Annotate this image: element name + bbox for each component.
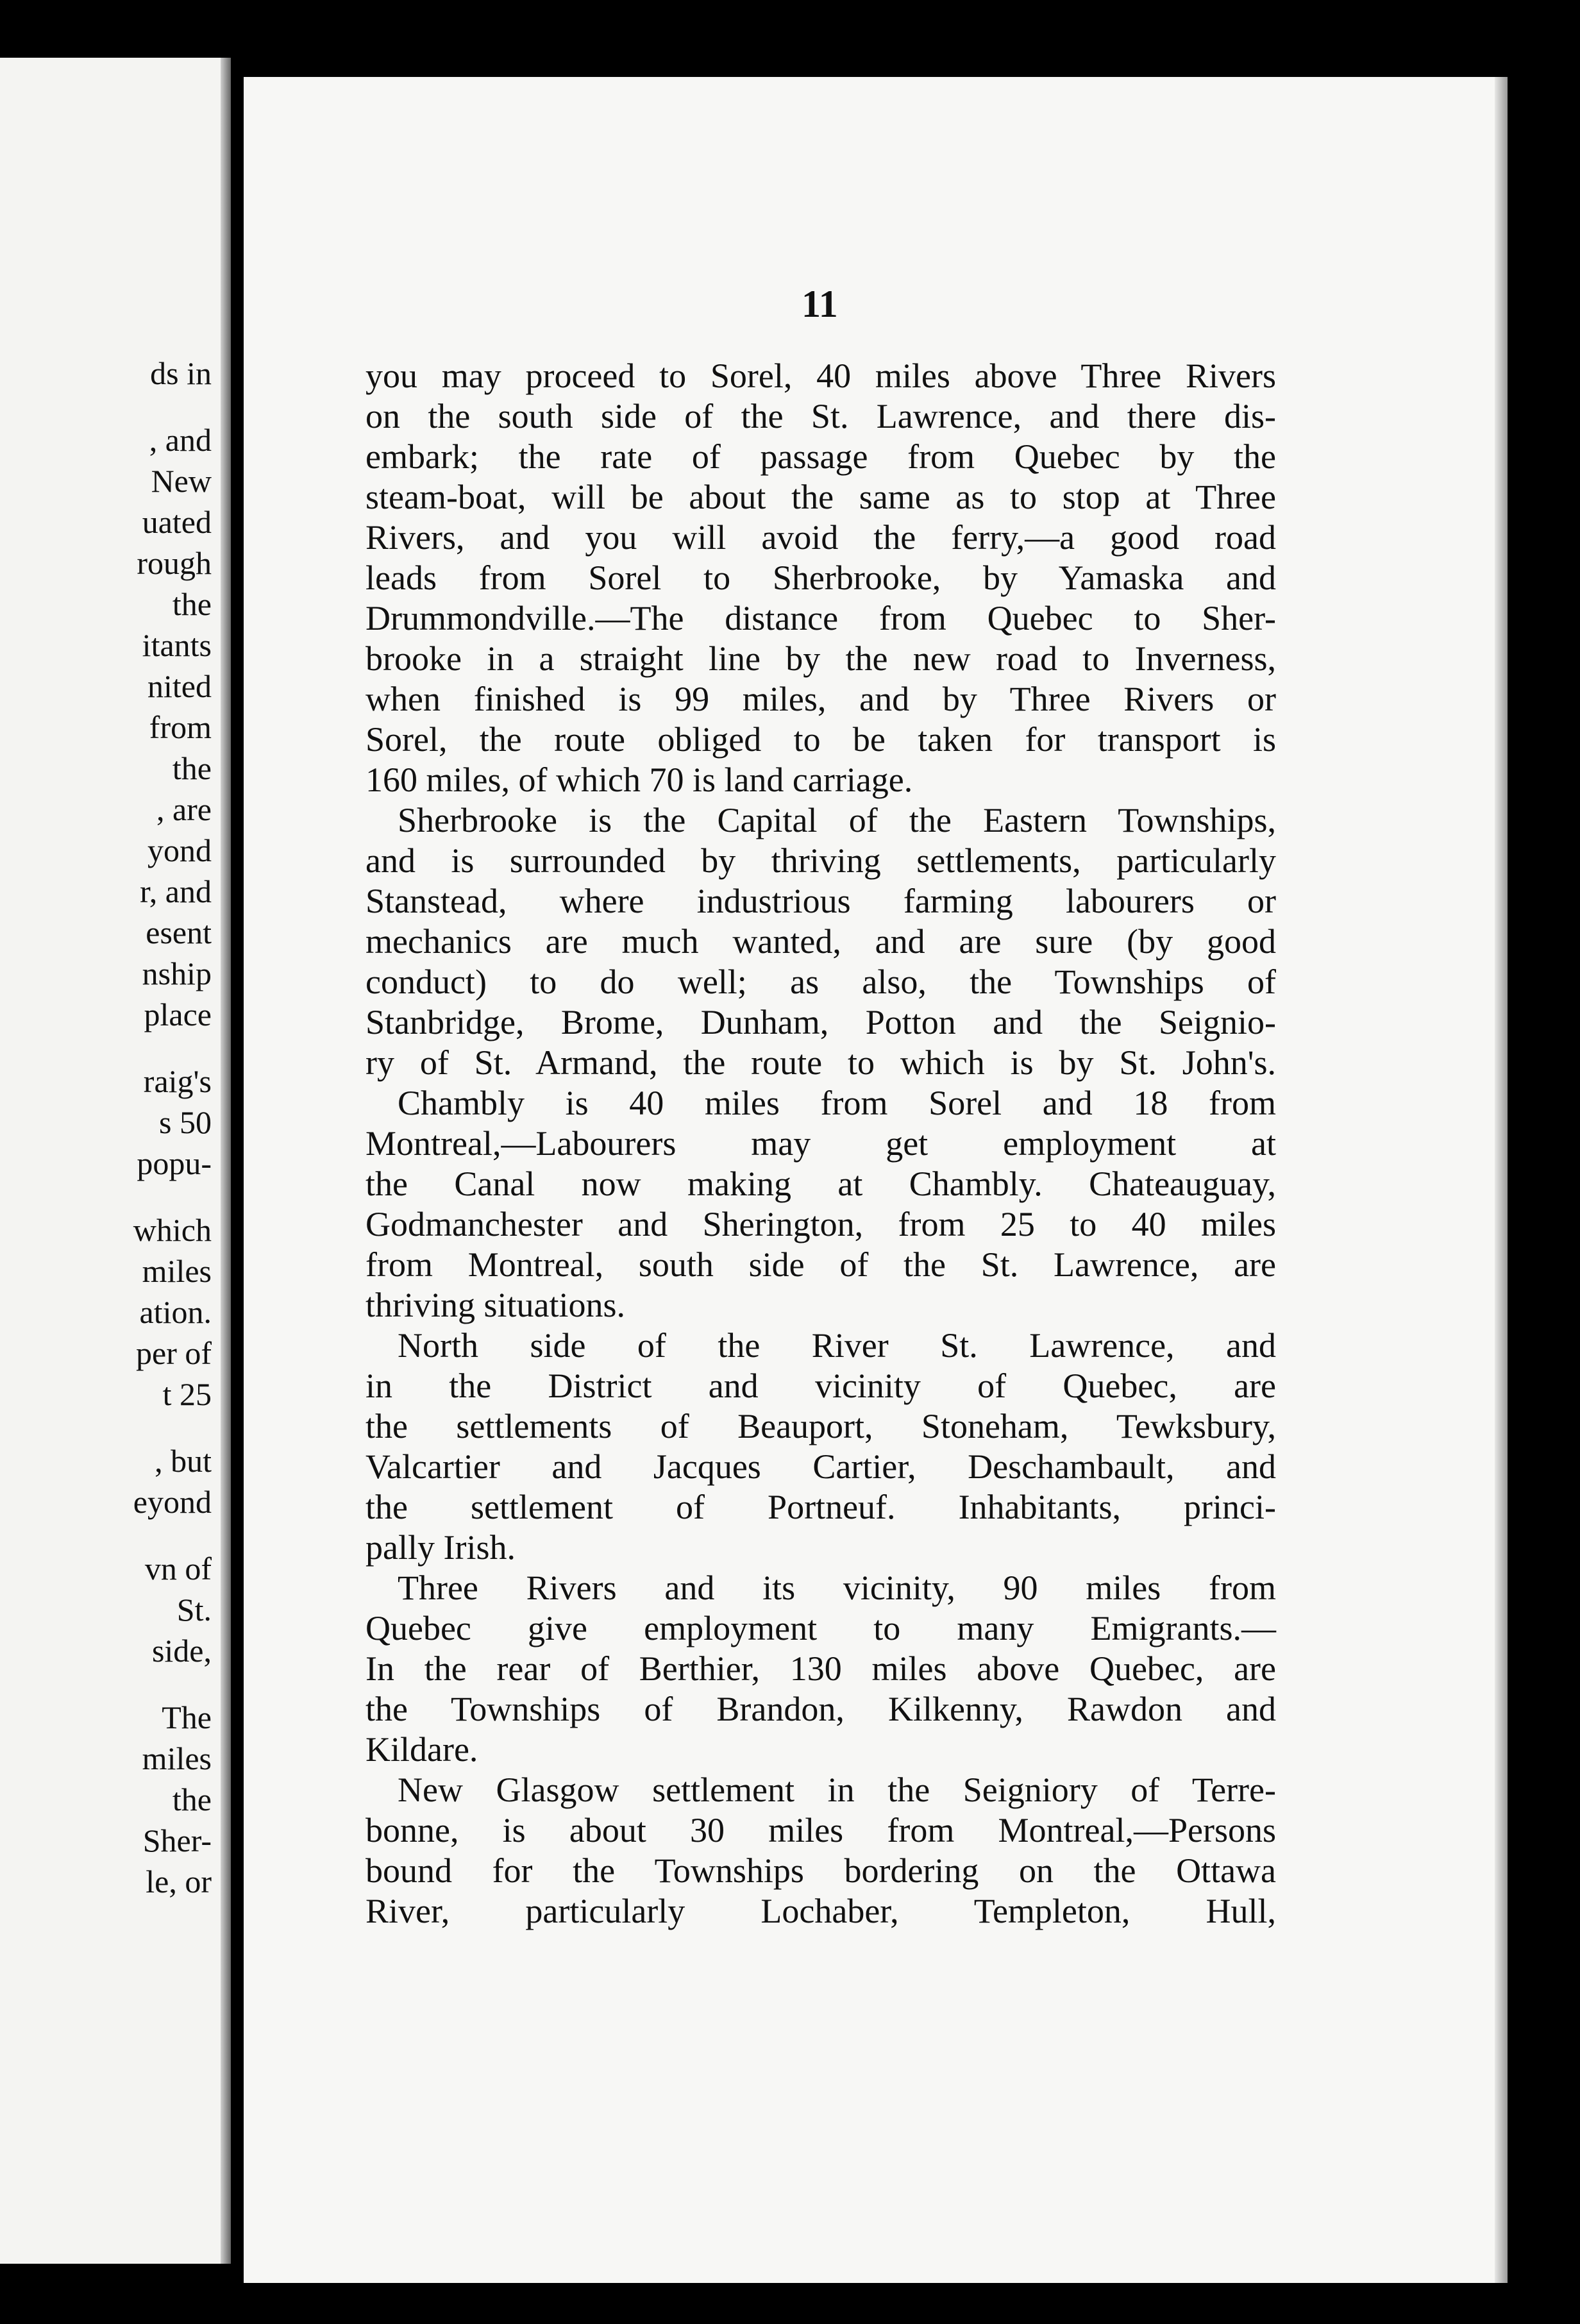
text-line: Sorel, the route obliged to be taken for transport is [366, 720, 1276, 759]
left-page-fragment: r, and [140, 873, 212, 909]
paragraph-3 [366, 1083, 1276, 1326]
text-line: Chambly is 40 miles from Sorel and 18 from [398, 1084, 1276, 1122]
left-page-fragment: uated [142, 504, 212, 540]
text-line: Quebec give employment to many Emigrants.— [366, 1609, 1276, 1647]
text-line: North side of the River St. Lawrence, and [398, 1326, 1276, 1365]
left-page-text [133, 353, 212, 1902]
text-line: Rivers, and you will avoid the ferry,—a good road [366, 518, 1276, 557]
left-page-fragment: s 50 [159, 1104, 212, 1140]
text-line: when finished is 99 miles, and by Three Rivers or [366, 680, 1276, 718]
left-page-fragment: the [172, 750, 212, 786]
left-page-fragment: vn of [144, 1551, 212, 1587]
left-page-fragment: St. [176, 1592, 212, 1628]
left-page-fragment: side, [151, 1633, 212, 1669]
text-line: New Glasgow settlement in the Seigniory of Terre- [398, 1771, 1276, 1809]
left-page-fragment: the [172, 1781, 212, 1817]
left-page-fragment [133, 394, 212, 419]
left-page-fragment: raig's [143, 1063, 212, 1099]
text-line: Kildare. [366, 1730, 478, 1769]
left-page-fragment [133, 1035, 212, 1061]
left-page-fragment: itants [142, 627, 212, 663]
text-line: Drummondville.—The distance from Quebec to Sher- [366, 599, 1276, 637]
left-page-fragment: miles [142, 1253, 212, 1289]
left-page-fragment: from [149, 709, 212, 745]
left-page-fragment: ds in [150, 355, 212, 391]
text-line: leads from Sorel to Sherbrooke, by Yamaska and [366, 559, 1276, 597]
left-page-fragment: the [172, 586, 212, 622]
left-page-fragment: eyond [133, 1484, 212, 1520]
left-page-fragment: t 25 [162, 1376, 212, 1412]
left-page-fragment [133, 1671, 212, 1697]
left-page-fragment: per of [136, 1335, 212, 1371]
text-line: the Canal now making at Chambly. Chateauguay, [366, 1165, 1276, 1203]
text-line: Stanstead, where industrious farming labourers or [366, 882, 1276, 920]
paragraph-6 [366, 1770, 1276, 1932]
text-line: ry of St. Armand, the route to which is by St. John's. [366, 1043, 1276, 1082]
text-line: on the south side of the St. Lawrence, and there dis- [366, 397, 1276, 435]
text-line: River, particularly Lochaber, Templeton, Hull, [366, 1892, 1276, 1930]
paragraph-1 [366, 356, 1276, 800]
page-fold [221, 58, 231, 2264]
left-page-fragment: , and [149, 422, 212, 458]
page-edge [1495, 77, 1508, 2283]
left-page-fragment: The [162, 1699, 212, 1735]
left-page-fragment: Sher- [142, 1823, 212, 1858]
text-line: in the District and vicinity of Quebec, are [366, 1367, 1276, 1405]
left-page-fragment [133, 1522, 212, 1548]
text-line: In the rear of Berthier, 130 miles above Quebec, are [366, 1649, 1276, 1688]
left-page-fragment [133, 1415, 212, 1440]
text-line: steam-boat, will be about the same as to stop at Three [366, 478, 1276, 516]
text-line: Three Rivers and its vicinity, 90 miles from [398, 1569, 1276, 1607]
text-line: Valcartier and Jacques Cartier, Deschambault, and [366, 1447, 1276, 1486]
text-line: the settlements of Beauport, Stoneham, Tewksbury, [366, 1407, 1276, 1445]
left-page-fragment: , but [155, 1443, 212, 1479]
left-page-fragment: rough [137, 545, 212, 581]
text-line: bonne, is about 30 miles from Montreal,—Persons [366, 1811, 1276, 1849]
paragraph-2 [366, 800, 1276, 1083]
text-line: Montreal,—Labourers may get employment at [366, 1124, 1276, 1163]
left-page-fragment: place [144, 997, 212, 1032]
text-line: Stanbridge, Brome, Dunham, Potton and the Seignio- [366, 1003, 1276, 1041]
left-page-fragment: New [151, 463, 212, 499]
text-line: pally Irish. [366, 1528, 516, 1567]
paragraph-5 [366, 1568, 1276, 1770]
text-line: thriving situations. [366, 1286, 625, 1324]
left-page-fragment: which [133, 1212, 212, 1248]
text-line: brooke in a straight line by the new road to Inverness, [366, 639, 1276, 678]
left-page-fragment: popu- [137, 1145, 212, 1181]
page-number: 11 [802, 283, 838, 325]
left-page-fragment: ation. [139, 1294, 212, 1330]
text-line: you may proceed to Sorel, 40 miles above Three Rivers [366, 357, 1276, 395]
text-line: the settlement of Portneuf. Inhabitants, princi- [366, 1488, 1276, 1526]
left-page-fragment: yond [147, 832, 212, 868]
left-page-fragment: nship [142, 956, 212, 991]
page-body [366, 356, 1276, 1932]
text-line: from Montreal, south side of the St. Lawrence, are [366, 1245, 1276, 1284]
left-page [0, 58, 231, 2264]
left-page-fragment: nited [147, 668, 212, 704]
text-line: Sherbrooke is the Capital of the Eastern Townships, [398, 801, 1276, 839]
text-line: embark; the rate of passage from Quebec by the [366, 437, 1276, 476]
left-page-fragment: esent [146, 914, 212, 950]
left-page-fragment: , are [156, 791, 212, 827]
text-line: Godmanchester and Sherington, from 25 to 40 miles [366, 1205, 1276, 1243]
text-line: conduct) to do well; as also, the Townships of [366, 963, 1276, 1001]
text-line: mechanics are much wanted, and are sure (by good [366, 922, 1276, 961]
paragraph-4 [366, 1326, 1276, 1568]
left-page-fragment: le, or [146, 1864, 212, 1899]
text-line: the Townships of Brandon, Kilkenny, Rawdon and [366, 1690, 1276, 1728]
text-line: 160 miles, of which 70 is land carriage. [366, 761, 913, 799]
text-line: bound for the Townships bordering on the Ottawa [366, 1851, 1276, 1890]
text-line: and is surrounded by thriving settlements, particularly [366, 841, 1276, 880]
left-page-fragment [133, 1184, 212, 1209]
left-page-fragment: miles [142, 1740, 212, 1776]
